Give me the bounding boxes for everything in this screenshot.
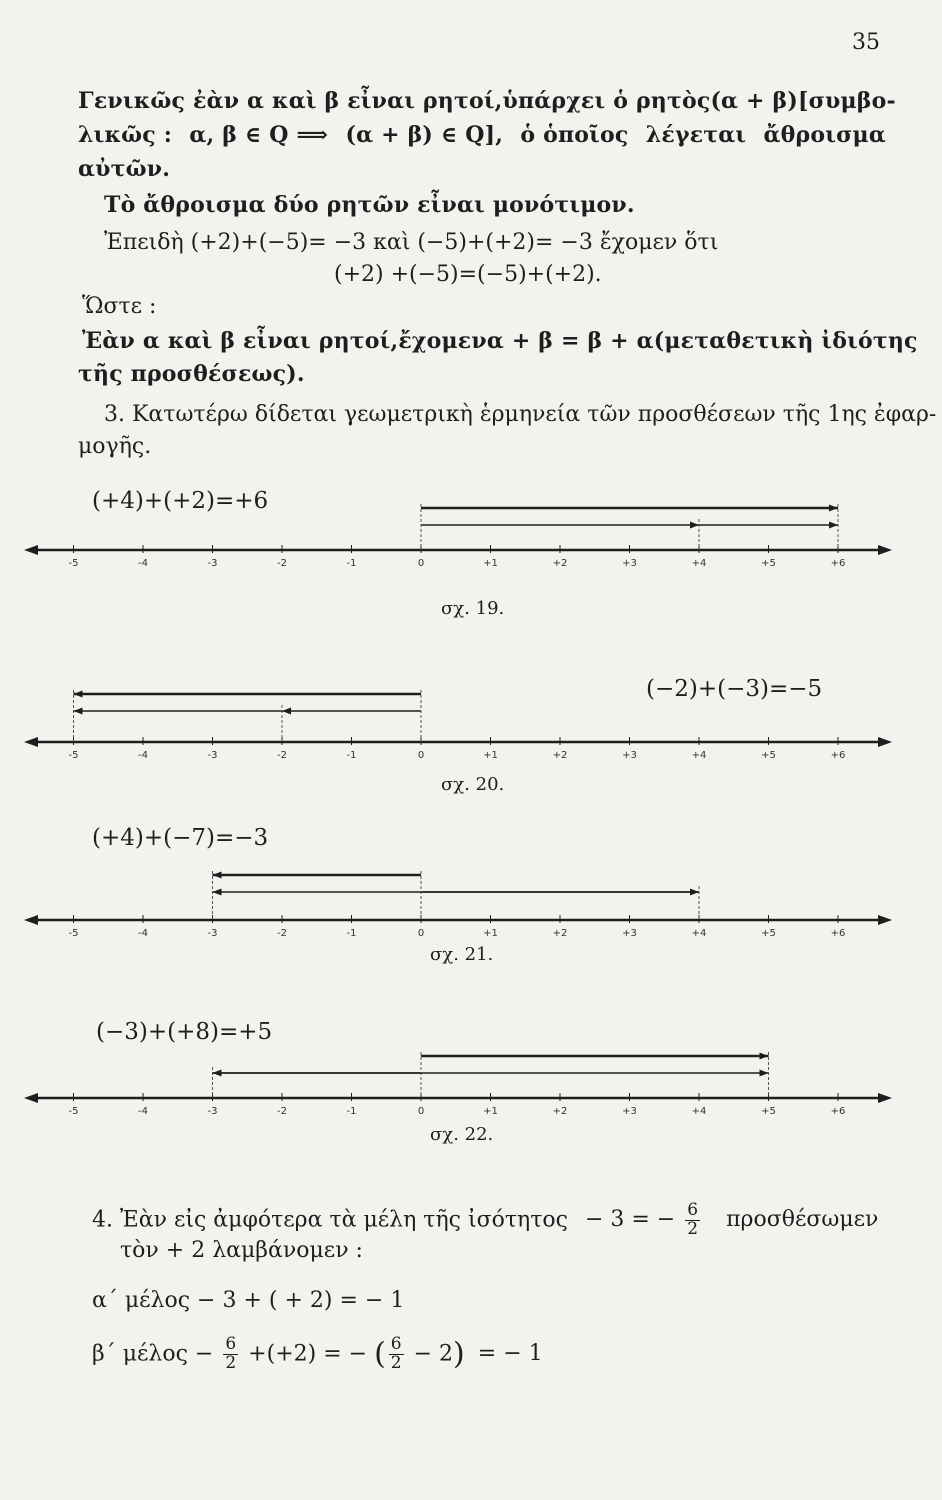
tick-label: -3 [207, 750, 218, 761]
tick-label: +3 [622, 558, 637, 569]
tick-label: +6 [830, 928, 846, 939]
fig21-caption: σχ. 21. [430, 944, 494, 965]
section4-line-1: 4. Ἐὰν εἰς ἀμφότερα τὰ μέλη τῆς ἰσότητος − 3 = − $\frac{6}{2}$ προσθέσωμεν [92, 1200, 879, 1239]
tick-label: +3 [622, 928, 637, 939]
since-line: Ἐπειδὴ (+2)+(−5)= −3 καὶ (−5)+(+2)= −3 ἔχομεν ὅτι [104, 230, 719, 255]
axis-left-arrowhead [24, 545, 38, 555]
tick-label: -2 [277, 1106, 287, 1117]
section3-line-2: μογῆς. [78, 434, 152, 459]
tick-label: -5 [68, 558, 79, 569]
tick-label: +1 [483, 558, 498, 569]
tick-label: 0 [417, 558, 425, 569]
sum-vector-arrowhead [760, 1053, 769, 1060]
fig19-caption: σχ. 19. [441, 598, 505, 619]
fig21-number-line [0, 856, 942, 946]
fig20-number-line [0, 680, 942, 770]
general-sum-line-3: αὐτῶν. [78, 156, 171, 182]
fig22-equation: (−3)+(+8)=+5 [96, 1019, 273, 1045]
tick-label: -4 [138, 558, 148, 569]
tick-label: +3 [622, 1106, 637, 1117]
axis-right-arrowhead [878, 737, 892, 747]
tick-label: 0 [417, 928, 425, 939]
tick-label: 0 [417, 1106, 425, 1117]
tick-label: +2 [552, 1106, 568, 1117]
tick-label: +5 [761, 1106, 776, 1117]
commutative-line-2: τῆς προσθέσεως). [78, 361, 305, 387]
tick-label: +3 [622, 750, 637, 761]
tick-label: +2 [552, 928, 568, 939]
tick-label: -5 [68, 928, 79, 939]
tick-label: -4 [138, 1106, 148, 1117]
second-term-vector-arrowhead [74, 708, 83, 715]
tick-label: -1 [346, 1106, 357, 1117]
tick-label: +4 [691, 1106, 707, 1117]
tick-label: +4 [691, 750, 707, 761]
tick-label: -1 [346, 750, 357, 761]
tick-label: +6 [830, 750, 846, 761]
tick-label: -2 [277, 750, 287, 761]
alpha-member: α΄ μέλος − 3 + ( + 2) = − 1 [92, 1288, 405, 1313]
general-sum-line-1: Γενικῶς ἐὰν α καὶ β εἶναι ρητοί, ὑπάρχει ὁ ρητὸς (α + β) [συμβο- [78, 88, 896, 114]
page-number: 35 [852, 30, 880, 55]
tick-label: -2 [277, 558, 287, 569]
first-term-vector-arrowhead [690, 522, 699, 529]
fig22-caption: σχ. 22. [430, 1124, 494, 1145]
second-term-vector-arrowhead [829, 522, 838, 529]
fraction-6-over-2: $\frac{6}{2}$ [225, 1334, 237, 1373]
tick-label: +2 [552, 750, 568, 761]
tick-label: +1 [483, 750, 498, 761]
section4-line-2: τὸν + 2 λαμβάνομεν : [120, 1238, 363, 1263]
tick-label: +5 [761, 928, 776, 939]
hoste-label: Ὥστε : [82, 294, 157, 319]
second-term-vector-arrowhead [213, 889, 222, 896]
tick-label: +6 [830, 558, 846, 569]
tick-label: -2 [277, 928, 287, 939]
since-result: (+2) +(−5)=(−5)+(+2). [334, 262, 602, 287]
general-sum-line-2: λικῶς : α, β ∈ Q ⟹ (α + β) ∈ Q], ὁ ὁποῖος λέγεται ἄθροισμα [78, 122, 886, 148]
fraction-6-over-2: $\frac{6}{2}$ [390, 1334, 402, 1373]
tick-label: -1 [346, 558, 357, 569]
axis-left-arrowhead [24, 737, 38, 747]
axis-right-arrowhead [878, 545, 892, 555]
tick-label: +4 [691, 928, 707, 939]
first-term-vector-arrowhead [282, 708, 291, 715]
sum-vector-arrowhead [74, 691, 83, 698]
fig19-equation: (+4)+(+2)=+6 [92, 488, 269, 514]
tick-label: +4 [691, 558, 707, 569]
tick-label: -3 [207, 928, 218, 939]
commutative-line-1: Ἐὰν α καὶ β εἶναι ρητοί, ἔχομεν α + β = β + α (μεταθετικὴ ἰδιότης [82, 328, 918, 354]
tick-label: -5 [68, 750, 79, 761]
fig20-caption: σχ. 20. [441, 774, 505, 795]
tick-label: -4 [138, 750, 148, 761]
tick-label: +1 [483, 1106, 498, 1117]
fig19-number-line [0, 490, 942, 590]
tick-label: -1 [346, 928, 357, 939]
beta-member: β΄ μέλος − $\frac{6}{2}$ +(+2) = − ( $\frac{6}{2}$ − 2) = − 1 [92, 1334, 543, 1373]
sum-vector-arrowhead [829, 505, 838, 512]
tick-label: -3 [207, 558, 218, 569]
fig21-equation: (+4)+(−7)=−3 [92, 825, 269, 851]
fig22-number-line [0, 1046, 942, 1136]
fraction-6-over-2: $\frac{6}{2}$ [687, 1200, 699, 1239]
tick-label: +5 [761, 750, 776, 761]
axis-left-arrowhead [24, 915, 38, 925]
tick-label: +5 [761, 558, 776, 569]
axis-right-arrowhead [878, 915, 892, 925]
tick-label: +6 [830, 1106, 846, 1117]
sum-vector-arrowhead [213, 872, 222, 879]
fig20-equation: (−2)+(−3)=−5 [646, 676, 823, 702]
second-term-vector-arrowhead [760, 1070, 769, 1077]
tick-label: 0 [417, 750, 425, 761]
section3-line-1: 3. Κατωτέρω δίδεται γεωμετρικὴ ἑρμηνεία τῶν προσθέσεων τῆς 1ης ἐφαρ- [104, 402, 937, 427]
tick-label: +2 [552, 558, 568, 569]
axis-right-arrowhead [878, 1093, 892, 1103]
tick-label: +1 [483, 928, 498, 939]
tick-label: -4 [138, 928, 148, 939]
tick-label: -3 [207, 1106, 218, 1117]
unique-sum-statement: Τὸ ἄθροισμα δύο ρητῶν εἶναι μονότιμον. [104, 192, 635, 218]
tick-label: -5 [68, 1106, 79, 1117]
axis-left-arrowhead [24, 1093, 38, 1103]
